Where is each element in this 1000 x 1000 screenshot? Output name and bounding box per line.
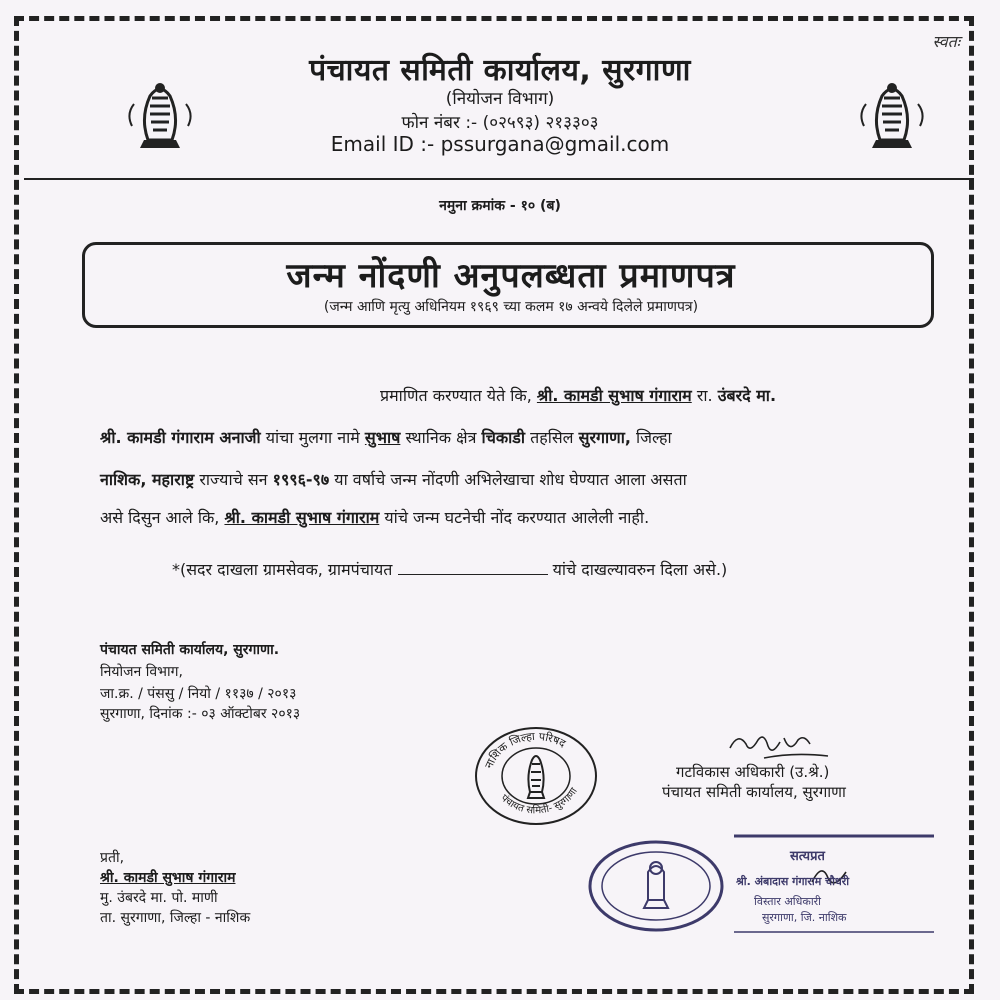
body-text: स्थानिक क्षेत्र: [405, 428, 477, 447]
recipient-address-1: मु. उंबरदे मा. पो. माणी: [100, 890, 218, 906]
handwritten-corner-mark: स्वतः: [932, 32, 960, 51]
email-id: Email ID :- pssurgana@gmail.com: [330, 132, 670, 156]
seal-bottom-text: पंचायत समिती- सुरगाणा: [498, 786, 580, 817]
father-name: श्री. कामडी गंगाराम अनाजी: [100, 428, 261, 447]
note-text: यांचे दाखल्यावरुन दिला असे.): [552, 560, 728, 579]
body-text: राज्याचे सन: [199, 470, 268, 489]
svg-text:पंचायत समिती- सुरगाणा: [498, 786, 580, 817]
tehsil-name: सुरगाणा,: [578, 428, 631, 447]
issuing-office: पंचायत समिती कार्यालय, सुरगाणा.: [100, 642, 280, 658]
attested-copy-label: सत्यप्रत: [790, 849, 825, 864]
certificate-title: जन्म नोंदणी अनुपलब्धता प्रमाणपत्र: [286, 256, 736, 296]
recipient-name: श्री. कामडी सुभाष गंगाराम: [100, 870, 236, 886]
body-text: प्रमाणित करण्यात येते कि,: [380, 386, 532, 405]
body-note: [172, 558, 727, 580]
header-divider: [24, 178, 974, 180]
record-year: १९९६-९७: [272, 470, 330, 489]
body-text: या वर्षाचे जन्म नोंदणी अभिलेखाचा शोध घेण्यात आला असता: [334, 470, 687, 489]
body-text: रा.: [696, 386, 713, 405]
issue-date: सुरगाणा, दिनांक :- ०३ ऑक्टोबर २०१३: [100, 706, 301, 722]
child-name: सुभाष: [364, 428, 401, 447]
recipient-prefix: प्रती,: [100, 850, 125, 866]
attesting-officer-role: विस्तार अधिकारी: [754, 895, 822, 908]
phone-number: फोन नंबर :- (०२५९३) २१३३०३: [401, 113, 599, 133]
signatory-title: गटविकास अधिकारी (उ.श्रे.): [676, 763, 830, 781]
outward-number: जा.क्र. / पंससु / नियो / ११३७ / २०१३: [100, 686, 297, 702]
office-title: पंचायत समिती कार्यालय, सुरगाणा: [309, 53, 691, 88]
body-line-2: [100, 426, 672, 448]
body-text: जिल्हा: [636, 428, 672, 447]
certificate-subtitle: (जन्म आणि मृत्यु अधिनियम १९६९ च्या कलम १७ अन्वये दिलेले प्रमाणपत्र): [323, 299, 699, 315]
certificate-title-box: [82, 242, 934, 328]
applicant-name: श्री. कामडी सुभाष गंगाराम: [536, 386, 692, 405]
struck-blank: [398, 560, 548, 575]
issuing-department: नियोजन विभाग,: [100, 664, 183, 680]
form-number: नमुना क्रमांक - १० (ब): [439, 198, 561, 214]
district-state: नाशिक, महाराष्ट्र: [100, 470, 195, 489]
seal-top-text: नाशिक जिल्हा परिषद: [482, 729, 568, 771]
attesting-officer-place: सुरगाणा, जि. नाशिक: [762, 911, 847, 924]
note-text: *(सदर दाखला ग्रामसेवक, ग्रामपंचायत: [172, 560, 393, 579]
village-name: उंबरदे मा.: [717, 386, 777, 405]
local-area: चिकाडी: [481, 428, 525, 447]
round-seal-icon: [472, 722, 600, 826]
body-text: असे दिसुन आले कि,: [100, 508, 220, 527]
body-line-4: [100, 506, 649, 528]
body-text: यांचा मुलगा नामे: [265, 428, 360, 447]
body-text: यांचे जन्म घटनेची नोंद करण्यात आलेली नाही.: [384, 508, 650, 527]
svg-text:नाशिक जिल्हा परिषद: [482, 730, 568, 771]
body-text: तहसिल: [530, 428, 574, 447]
body-line-3: [100, 468, 687, 490]
body-line-1: [380, 384, 776, 406]
applicant-name: श्री. कामडी सुभाष गंगाराम: [224, 508, 380, 527]
signatory-office: पंचायत समिती कार्यालय, सुरगाणा: [662, 783, 846, 801]
recipient-address-2: ता. सुरगाणा, जिल्हा - नाशिक: [100, 910, 251, 926]
department-name: (नियोजन विभाग): [445, 89, 555, 109]
attesting-officer-name: श्री. अंबादास गंगाराम चौधरी: [736, 875, 850, 888]
